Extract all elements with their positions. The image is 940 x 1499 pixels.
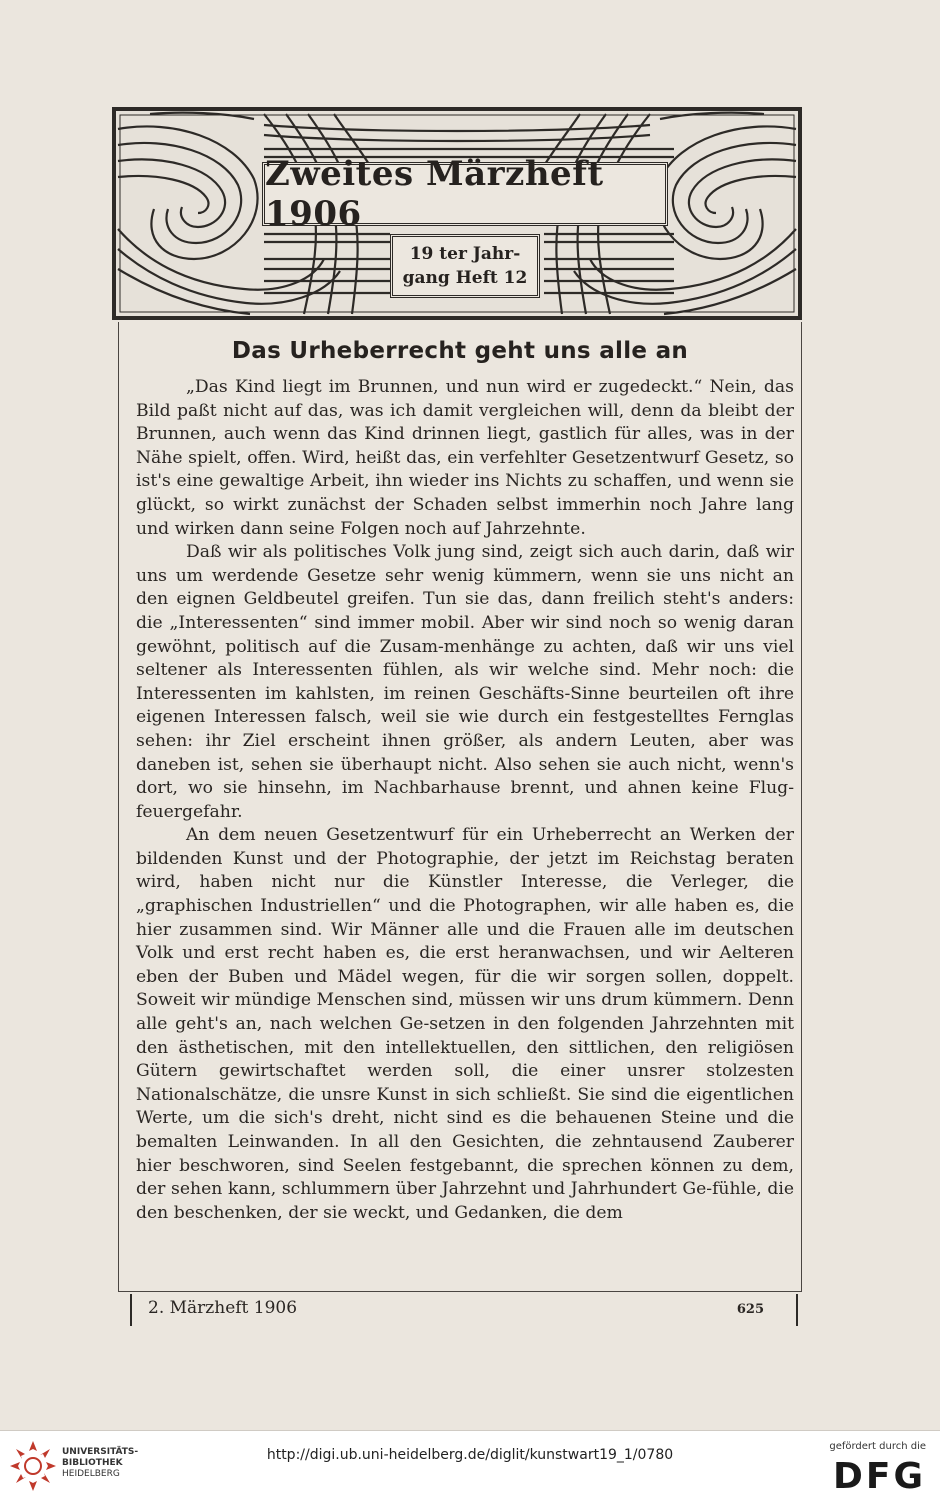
footer-issue: 2. Märzheft 1906: [148, 1298, 298, 1318]
source-url[interactable]: http://digi.ub.uni-heidelberg.de/diglit/kunstwart19_1/0780: [266, 1447, 674, 1463]
paragraph: „Das Kind liegt im Brunnen, und nun wird er zugedeckt.“ Nein, das Bild paßt nicht auf das, was ich damit vergleichen will, denn da bleibt der Brunnen, auch wenn das Kind drinnen liegt, gastlich für alles, was in der Nähe spielt, offen. Wird, heißt das, ein verfehlter Gesetzentwurf Gesetz, so ist's eine gewaltige Arbeit, ihn wieder ins Nichts zu schaffen, und wenn sie glückt, so wirkt zunächst der Schaden selbst immerhin noch Jahre lang und wirken dann seine Folgen noch auf Jahrzehnte.: [136, 377, 794, 539]
dfg-logo: DFG: [832, 1456, 926, 1497]
volume-line-1: 19 ter Jahr-: [409, 244, 521, 264]
article-title: Das Urheberrecht geht uns alle an: [231, 338, 689, 364]
library-name: UNIVERSITÄTS- BIBLIOTHEK HEIDELBERG: [62, 1447, 139, 1479]
issue-title: Zweites Märzheft 1906: [265, 154, 604, 234]
article-body: [136, 376, 794, 1225]
paragraph: Daß wir als politisches Volk jung sind, zeigt sich auch darin, daß wir uns um werdende Gesetze sehr wenig kümmern, wenn sie uns nicht an den eignen Geldbeutel greifen. Tun sie das, dann freilich steht's anders: die „Interessenten“ sind immer mobil. Aber wir sind noch so wenig daran gewöhnt, politisch auf die Zusam-menhänge zu achten, daß wir uns viel seltener als Interessenten fühlen, als wir welche sind. Mehr noch: die Interessenten im kahlsten, im reinen Geschäfts-Sinne beurteilen oft ihre eigenen Interessen falsch, weil sie wie durch ein festgestelltes Fernglas sehen: ihr Ziel erscheint ihnen größer, als andern Leuten, aber was daneben ist, sehen sie überhaupt nicht. Also sehen sie auch nicht, wenn's dort, wo sie hinsehn, im Nachbarhause brennt, und ahnen keine Flug-feuergefahr.: [136, 542, 794, 822]
digitization-banner: [0, 1430, 940, 1499]
page-footer: [130, 1294, 798, 1326]
volume-box: [390, 234, 540, 298]
volume-line-2: gang Heft 12: [402, 268, 528, 288]
page-number: 625: [736, 1302, 764, 1317]
paragraph: An dem neuen Gesetzentwurf für ein Urheberrecht an Werken der bildenden Kunst und der Photographie, der jetzt im Reichstag beraten wird, haben nicht nur die Künstler Interesse, die Verleger, die „graphischen Industriellen“ und die Photographen, wir alle haben es, die hier zusammen sind. Wir Männer alle und die Frauen alle im deutschen Volk und erst recht haben es, die erst heranwachsen, und wir Aelteren eben der Buben und Mädel wegen, für die wir sorgen sollen, doppelt. Soweit wir mündige Menschen sind, müssen wir uns drum kümmern. Denn alle geht's an, nach welchen Ge-setzen in den folgenden Jahrzehnten mit den ästhetischen, mit den intellektuellen, den sittlichen, den religiösen Gütern gewirtschaftet werden soll, die einer unsrer stolzesten Nationalschätze, die unsre Kunst in sich schließt. Sie sind die eigentlichen Werte, um die sich's dreht, nicht sind es die behauenen Steine und die bemalten Leinwanden. In all den Gesichten, die zehntausend Zauberer hier beschworen, sind Seelen festgebannt, die sprechen können zu dem, der sehen kann, schlummern über Jahrzehnt und Jahrhundert Ge-fühle, die den beschenken, der sie weckt, und Gedanken, die dem: [136, 825, 794, 1223]
issue-title-box: [262, 154, 668, 234]
funding-caption: gefördert durch die: [829, 1441, 926, 1452]
